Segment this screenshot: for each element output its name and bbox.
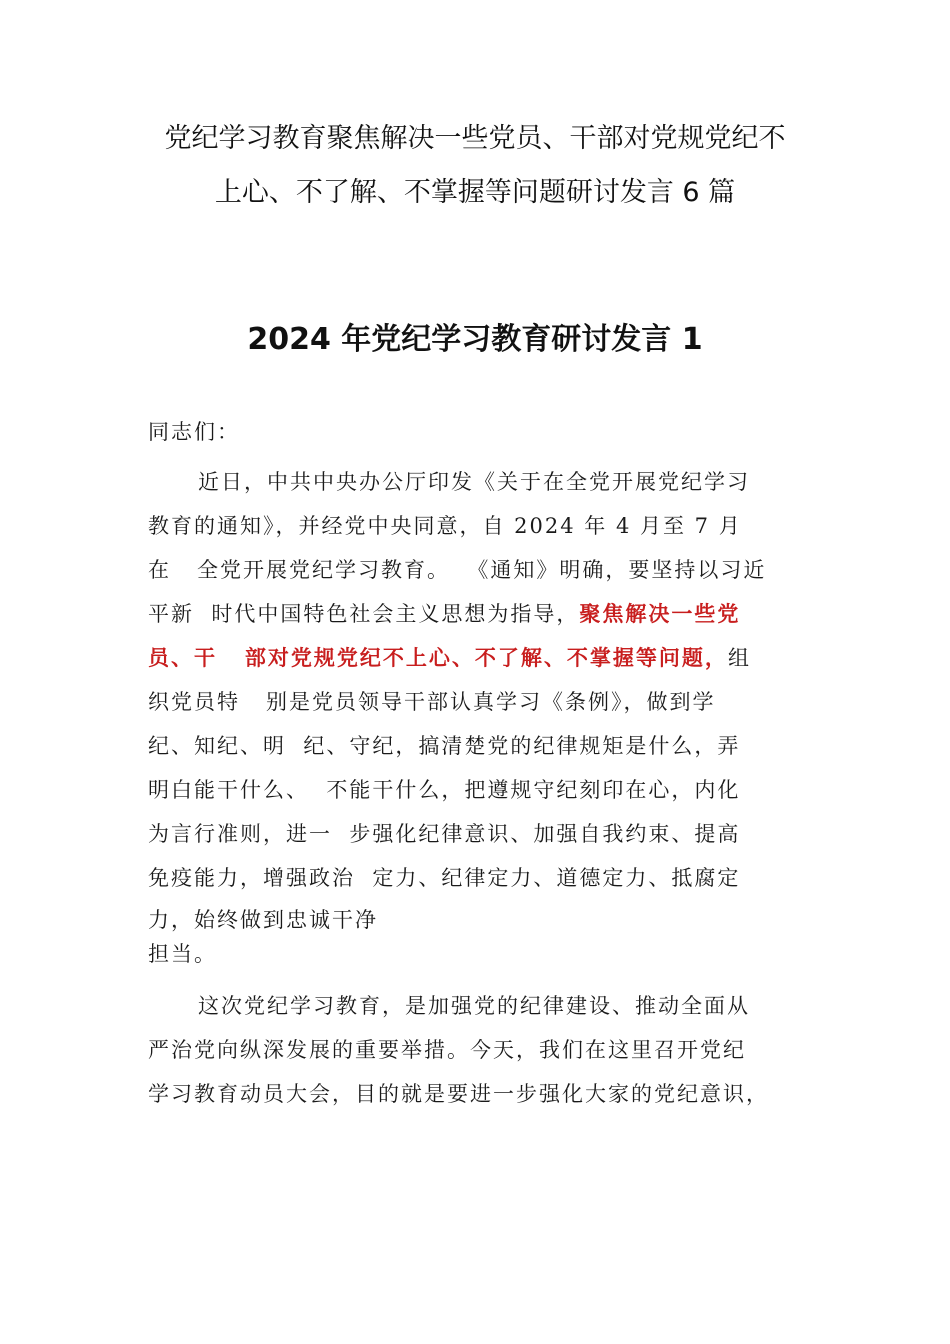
document-title-line-1: 党纪学习教育聚焦解决一些党员、干部对党规党纪不 <box>164 123 786 154</box>
section-heading: 2024 年党纪学习教育研讨发言 1 <box>247 322 703 357</box>
paragraph-1-line-12: 担当。 <box>148 942 217 966</box>
paragraph-2-line-3: 学习教育动员大会，目的就是要进一步强化大家的党纪意识， <box>148 1082 769 1106</box>
paragraph-1-line-5-text: 组 <box>727 646 751 670</box>
paragraph-1-line-6: 织党员特 别是党员领导干部认真学习《条例》，做到学 <box>148 690 716 714</box>
paragraph-1-line-10: 免疫能力，增强政治 定力、纪律定力、道德定力、抵腐定 <box>148 866 741 890</box>
paragraph-1-line-8: 明白能干什么、 不能干什么，把遵规守纪刻印在心，内化 <box>148 778 741 802</box>
paragraph-2-line-1: 这次党纪学习教育，是加强党的纪律建设、推动全面从 <box>198 994 750 1018</box>
paragraph-1-line-5 <box>148 642 751 672</box>
document-title-line-2: 上心、不了解、不掌握等问题研讨发言 6 篇 <box>214 177 736 208</box>
paragraph-1-line-3: 在 全党开展党纪学习教育。 《通知》明确，要坚持以习近 <box>148 558 767 582</box>
paragraph-1-line-11: 力，始终做到忠诚干净 <box>148 908 378 932</box>
paragraph-1-line-7: 纪、知纪、明 纪、守纪，搞清楚党的纪律规矩是什么，弄 <box>148 734 741 758</box>
paragraph-1-line-9: 为言行准则，进一 步强化纪律意识、加强自我约束、提高 <box>148 822 741 846</box>
paragraph-2-line-2: 严治党向纵深发展的重要举措。今天，我们在这里召开党纪 <box>148 1038 746 1062</box>
paragraph-1-line-4 <box>148 598 740 628</box>
emphasis-text: 员、干 部对党规党纪不上心、不了解、不掌握等问题， <box>148 645 728 670</box>
paragraph-1-line-1: 近日，中共中央办公厅印发《关于在全党开展党纪学习 <box>198 470 750 494</box>
paragraph-1-line-4-text: 平新 时代中国特色社会主义思想为指导， <box>148 602 580 626</box>
paragraph-1-line-2: 教育的通知》，并经党中央同意，自 2024 年 4 月至 7 月 <box>148 514 742 538</box>
salutation: 同志们： <box>148 420 240 444</box>
emphasis-text: 聚焦解决一些党 <box>579 601 741 626</box>
